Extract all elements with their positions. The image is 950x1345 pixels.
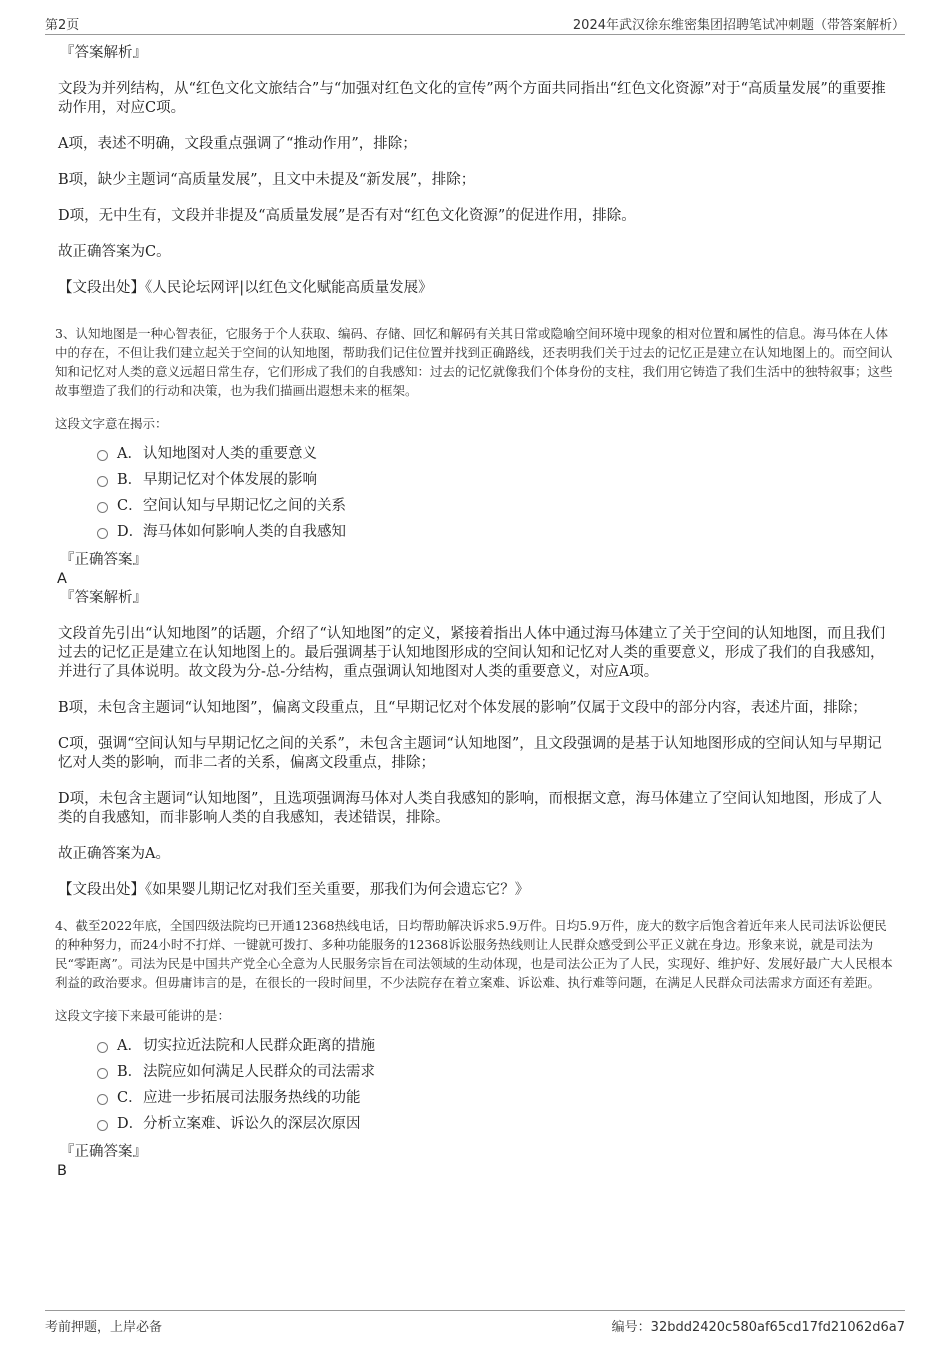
q4-option-a[interactable]: A．切实拉近法院和人民群众距离的措施 [97, 1033, 895, 1059]
q3-option-a[interactable]: A．认知地图对人类的重要意义 [97, 441, 895, 467]
q3-analysis-paragraph: B项，未包含主题词“认知地图”，偏离文段重点，且“早期记忆对个体发展的影响”仅属于文段中的部分内容，表述片面，排除； [58, 700, 867, 716]
radio-icon[interactable] [97, 476, 108, 487]
radio-icon[interactable] [97, 1068, 108, 1079]
q4-question-text: 4、截至2022年底，全国四级法院均已开通12368热线电话，日均帮助解决诉求5.9万件。日均5.9万件，庞大的数字后饱含着近年来人民司法诉讼便民的种种努力，而24小时不打烊、一键就可拨打、多种功能服务的12368诉讼服务热线则让人民群众感受到公平正义就在身边。形象来说，就是司法为民“零距离”。司法为民是中国共产党全心全意为人民服务宗旨在司法领域的生动体现，也是司法公正为了人民，实现好、维护好、发展好最广大人民根本利益的政治要求。但毋庸讳言的是，在很长的一段时间里，不少法院存在着立案难、诉讼难、执行难等问题，在满足人民群众司法需求方面还有差距。 [55, 918, 893, 990]
footer-slogan: 考前押题，上岸必备 [45, 1320, 163, 1335]
q3-options [97, 441, 895, 545]
q3-option-c[interactable]: C．空间认知与早期记忆之间的关系 [97, 493, 895, 519]
q2-source: 【文段出处】《人民论坛网评|以红色文化赋能高质量发展》 [58, 280, 433, 296]
q3-answer: A [57, 571, 67, 587]
radio-icon[interactable] [97, 1094, 108, 1105]
q3-analysis-paragraph: 故正确答案为A。 [58, 846, 170, 862]
q4-option-d[interactable]: D．分析立案难、诉讼久的深层次原因 [97, 1111, 895, 1137]
page-footer [45, 1310, 905, 1333]
q3-prompt: 这段文字意在揭示： [55, 416, 168, 431]
radio-icon[interactable] [97, 1042, 108, 1053]
page-content [55, 44, 895, 1181]
q3-option-d[interactable]: D．海马体如何影响人类的自我感知 [97, 519, 895, 545]
radio-icon[interactable] [97, 1120, 108, 1131]
page-header [45, 14, 905, 35]
radio-icon[interactable] [97, 528, 108, 539]
q2-analysis-paragraph: 故正确答案为C。 [58, 244, 171, 260]
document-id: 编号：32bdd2420c580af65cd17fd21062d6a7 [611, 1320, 905, 1335]
q4-option-b[interactable]: B．法院应如何满足人民群众的司法需求 [97, 1059, 895, 1085]
q3-analysis-paragraph: C项，强调“空间认知与早期记忆之间的关系”，未包含主题词“认知地图”，且文段强调的是基于认知地图形成的空间认知与早期记忆对人类的影响，而非二者的关系，偏离文段重点，排除； [58, 736, 882, 771]
q3-question-text: 3、认知地图是一种心智表征，它服务于个人获取、编码、存储、回忆和解码有关其日常或隐喻空间环境中现象的相对位置和属性的信息。海马体在人体中的存在，不但让我们建立起关于空间的认知地图，帮助我们记住位置并找到正确路线，还表明我们关于过去的记忆正是建立在认知地图上的。而空间认知和记忆对人类的意义远超日常生存，它们形成了我们的自我感知：过去的记忆就像我们个体身份的支柱，我们用它铸造了我们生活中的独特叙事；这些故事塑造了我们的行动和决策，也为我们描画出遐想未来的框架。 [55, 326, 893, 398]
page-number: 第2页 [45, 18, 80, 33]
q4-answer-label: 『正确答案』 [60, 1144, 147, 1160]
q2-analysis-label: 『答案解析』 [60, 45, 147, 61]
q3-analysis-label: 『答案解析』 [60, 590, 147, 606]
q3-option-b[interactable]: B．早期记忆对个体发展的影响 [97, 467, 895, 493]
q4-answer: B [57, 1163, 67, 1179]
radio-icon[interactable] [97, 450, 108, 461]
q4-prompt: 这段文字接下来最可能讲的是： [55, 1008, 231, 1023]
radio-icon[interactable] [97, 502, 108, 513]
q3-answer-label: 『正确答案』 [60, 552, 147, 568]
q2-analysis-paragraph: A项，表述不明确，文段重点强调了“推动作用”，排除； [58, 136, 417, 152]
q3-analysis-paragraph: D项，未包含主题词“认知地图”，且选项强调海马体对人类自我感知的影响，而根据文意，海马体建立了空间认知地图，形成了人类的自我感知，而非影响人类的自我感知，表述错误，排除。 [58, 791, 882, 826]
q2-analysis-paragraph: D项，无中生有，文段并非提及“高质量发展”是否有对“红色文化资源”的促进作用，排除。 [58, 208, 636, 224]
document-title: 2024年武汉徐东维密集团招聘笔试冲刺题（带答案解析） [572, 18, 905, 33]
q4-option-c[interactable]: C．应进一步拓展司法服务热线的功能 [97, 1085, 895, 1111]
q2-analysis-paragraph: 文段为并列结构，从“红色文化文旅结合”与“加强对红色文化的宣传”两个方面共同指出“红色文化资源”对于“高质量发展”的重要推动作用，对应C项。 [58, 81, 886, 116]
q4-options [97, 1033, 895, 1137]
q3-analysis-paragraph: 文段首先引出“认知地图”的话题，介绍了“认知地图”的定义，紧接着指出人体中通过海马体建立了关于空间的认知地图，而且我们过去的记忆正是建立在认知地图上的。最后强调基于认知地图形成的空间认知和记忆对人类的重要意义，形成了我们的自我感知，并进行了具体说明。故文段为分-总-分结构，重点强调认知地图对人类的重要意义，对应A项。 [58, 626, 886, 680]
q3-source: 【文段出处】《如果婴儿期记忆对我们至关重要，那我们为何会遗忘它？》 [58, 882, 530, 898]
q2-analysis-paragraph: B项，缺少主题词“高质量发展”，且文中未提及“新发展”，排除； [58, 172, 476, 188]
